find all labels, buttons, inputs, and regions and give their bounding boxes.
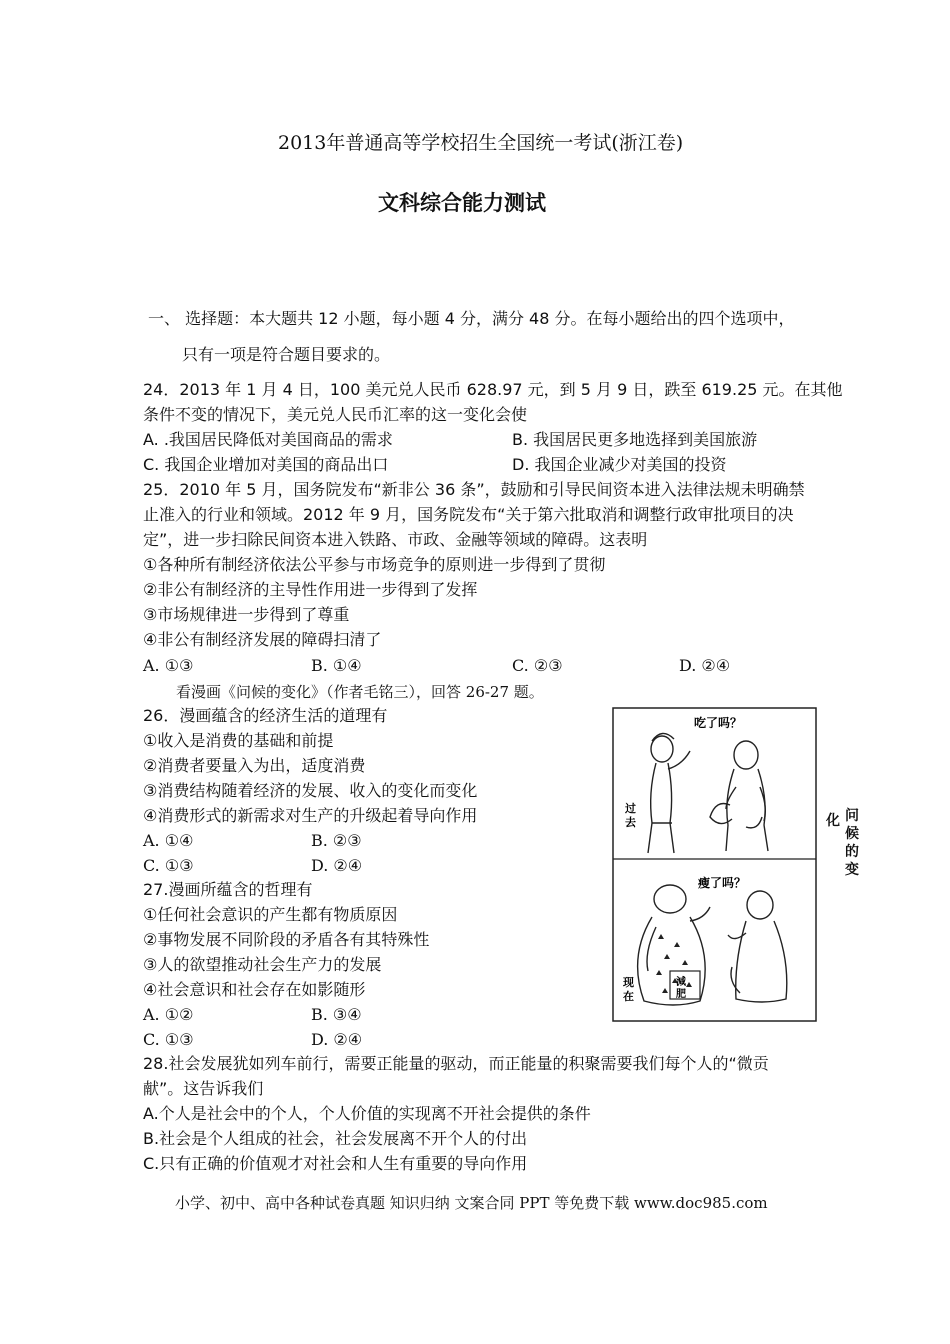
cartoon-bag-label-1: 減 (676, 977, 686, 988)
cartoon-bottom-speech: 瘦了吗？ (698, 876, 747, 890)
q25-stem-line3: 定”，进一步扫除民间资本进入铁路、市政、金融等领域的障碍。这表明 (143, 530, 648, 549)
q26-option-c: C. ①③ (143, 856, 194, 875)
cartoon-top-label-2: 去 (625, 816, 636, 829)
q28-option-b: B.社会是个人组成的社会，社会发展离不开个人的付出 (143, 1129, 528, 1148)
q24-stem-line1: 24．2013 年 1 月 4 日，100 美元兑人民币 628.97 元，到 5 月 9 日，跌至 619.25 元。在其他 (143, 380, 843, 399)
q27-option-c: C. ①③ (143, 1030, 194, 1049)
cartoon-caption-char-5: 化 (826, 813, 840, 829)
q27-option-a: A. ①② (143, 1005, 194, 1024)
q26-option-b: B. ②③ (311, 831, 362, 850)
cartoon-bottom-label-2: 在 (623, 990, 634, 1003)
q25-option-a: A. ①③ (143, 656, 194, 675)
q26-statement-2: ②消费者要量入为出，适度消费 (143, 756, 366, 775)
cartoon-caption-char-1: 问 (845, 808, 859, 824)
cartoon-caption-char-4: 变 (845, 862, 859, 878)
cartoon-top-speech: 吃了吗？ (694, 716, 743, 730)
cartoon-frame (613, 708, 816, 1021)
page-footer: 小学、初中、高中各种试卷真题 知识归纳 文案合同 PPT 等免费下载 www.doc985.com (175, 1194, 768, 1212)
q26-statement-1: ①收入是消费的基础和前提 (143, 731, 334, 750)
q27-statement-2: ②事物发展不同阶段的矛盾各有其特殊性 (143, 930, 430, 949)
q27-stem: 27.漫画所蕴含的哲理有 (143, 880, 313, 899)
q24-option-d: D. 我国企业减少对美国的投资 (512, 455, 727, 474)
q28-stem-line2: 献”。这告诉我们 (143, 1079, 264, 1098)
cartoon-bottom-label-1: 现 (623, 976, 634, 989)
q28-option-a: A.个人是社会中的个人，个人价值的实现离不开社会提供的条件 (143, 1104, 591, 1123)
cartoon-intro: 看漫画《问候的变化》（作者毛铭三），回答 26-27 题。 (176, 683, 544, 701)
cartoon-bag-label-2: 肥 (676, 989, 686, 1000)
q26-stem: 26．漫画蕴含的经济生活的道理有 (143, 706, 388, 725)
q25-stem-line1: 25．2010 年 5 月，国务院发布“新非公 36 条”，鼓励和引导民间资本进入法律法规未明确禁 (143, 480, 805, 499)
q27-option-b: B. ③④ (311, 1005, 362, 1024)
q26-statement-4: ④消费形式的新需求对生产的升级起着导向作用 (143, 806, 478, 825)
q26-statement-3: ③消费结构随着经济的发展、收入的变化而变化 (143, 781, 478, 800)
cartoon-greeting-change (612, 707, 817, 1022)
q25-statement-3: ③市场规律进一步得到了尊重 (143, 605, 350, 624)
q26-option-a: A. ①④ (143, 831, 194, 850)
q27-statement-1: ①任何社会意识的产生都有物质原因 (143, 905, 398, 924)
q27-statement-3: ③人的欲望推动社会生产力的发展 (143, 955, 382, 974)
cartoon-caption-char-2: 候 (845, 826, 859, 842)
q25-option-d: D. ②④ (679, 656, 731, 675)
q27-statement-4: ④社会意识和社会存在如影随形 (143, 980, 366, 999)
q25-option-b: B. ①④ (311, 656, 362, 675)
q28-option-c: C.只有正确的价值观才对社会和人生有重要的导向作用 (143, 1154, 528, 1173)
q24-option-b: B. 我国居民更多地选择到美国旅游 (512, 430, 758, 449)
q25-stem-line2: 止准入的行业和领域。2012 年 9 月，国务院发布“关于第六批取消和调整行政审批项目的决 (143, 505, 794, 524)
q25-statement-1: ①各种所有制经济依法公平参与市场竞争的原则进一步得到了贯彻 (143, 555, 606, 574)
q26-option-d: D. ②④ (311, 856, 363, 875)
q24-stem-line2: 条件不变的情况下，美元兑人民币汇率的这一变化会使 (143, 405, 528, 424)
q24-option-c: C. 我国企业增加对美国的商品出口 (143, 455, 389, 474)
q25-statement-4: ④非公有制经济发展的障碍扫清了 (143, 630, 382, 649)
section-heading-line1: 一、 选择题：本大题共 12 小题，每小题 4 分，满分 48 分。在每小题给出的四个选项中， (148, 309, 795, 328)
q28-stem-line1: 28.社会发展犹如列车前行，需要正能量的驱动，而正能量的积聚需要我们每个人的“微贡 (143, 1054, 769, 1073)
q24-option-a: A. .我国居民降低对美国商品的需求 (143, 430, 393, 449)
section-heading-line2: 只有一项是符合题目要求的。 (182, 345, 391, 364)
q27-option-d: D. ②④ (311, 1030, 363, 1049)
exam-title: 2013年普通高等学校招生全国统一考试(浙江卷) (278, 132, 684, 154)
exam-subtitle: 文科综合能力测试 (378, 191, 546, 215)
cartoon-top-label-1: 过 (625, 802, 636, 815)
q25-statement-2: ②非公有制经济的主导性作用进一步得到了发挥 (143, 580, 478, 599)
q25-option-c: C. ②③ (512, 656, 563, 675)
cartoon-caption-char-3: 的 (845, 844, 859, 860)
